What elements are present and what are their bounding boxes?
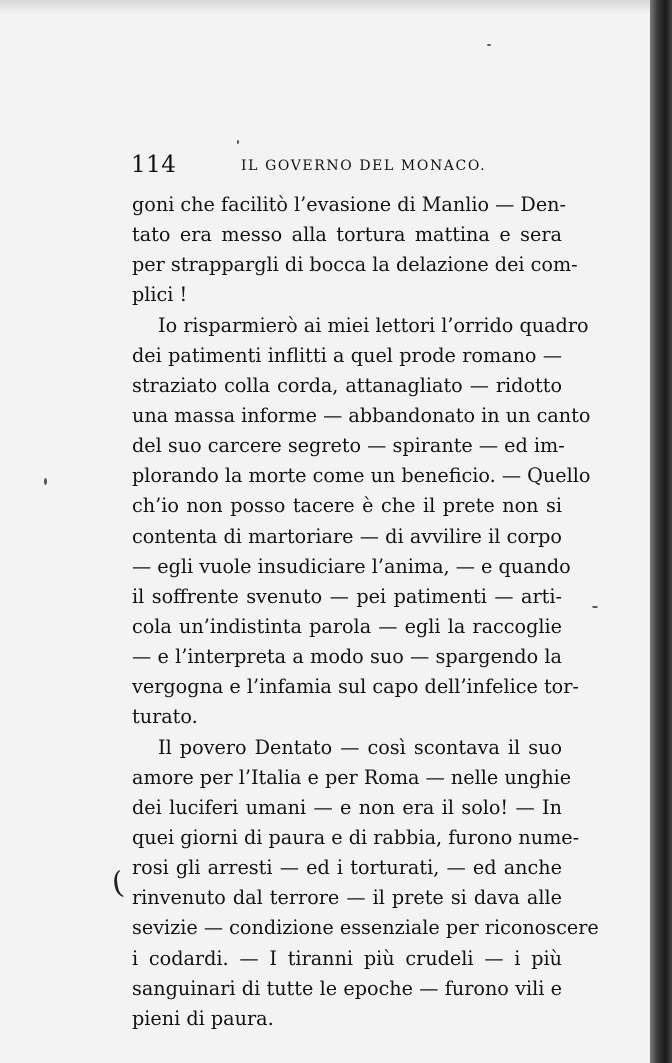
text-line: pieni di paura. — [132, 1006, 274, 1030]
text-line: sevizie — condizione essenziale per riconoscere — [132, 916, 599, 940]
text-line: goni che facilitò l’evasione di Manlio — Den- — [132, 193, 567, 216]
paper-speck — [592, 606, 598, 608]
text-line: Io risparmierò ai miei lettori l’orrido quadro — [158, 313, 589, 337]
text-line: ch’io non posso tacere è che il prete non si — [132, 494, 562, 518]
text-line: rinvenuto dal terrore — il prete si dava alle — [132, 886, 562, 910]
text-line: plici ! — [132, 283, 188, 307]
text-line: vergogna e l’infamia sul capo dell’infelice tor- — [132, 675, 579, 699]
text-line: — e l’interpreta a modo suo — spargendo la — [132, 645, 562, 669]
paper-speck — [44, 478, 47, 485]
text-line: tato era messo alla tortura mattina e sera — [132, 223, 562, 247]
text-line: plorando la morte come un beneficio. — Quello — [132, 464, 591, 488]
book-binding-shadow — [650, 0, 672, 1063]
page-number: 114 — [131, 152, 177, 178]
text-line: per strappargli di bocca la delazione dei com- — [132, 253, 578, 277]
text-line: — egli vuole insudiciare l’anima, — e quando — [132, 554, 571, 578]
text-line: una massa informe — abbandonato in un canto — [132, 403, 591, 427]
page-top-edge — [0, 0, 650, 14]
text-line: il soffrente svenuto — pei patimenti — arti- — [132, 584, 562, 608]
text-line: straziato colla corda, attanagliato — ridotto — [132, 373, 562, 397]
margin-pencil-mark: ( — [109, 865, 127, 902]
text-line: contenta di martoriare — di avvilire il corpo — [132, 524, 562, 548]
text-line: rosi gli arresti — ed i torturati, — ed anche — [132, 856, 562, 880]
paper-speck — [487, 44, 491, 46]
text-line: sanguinari di tutte le epoche — furono vili e — [132, 976, 562, 1000]
text-line: turato. — [132, 705, 198, 729]
text-line: dei patimenti inflitti a quel prode romano — — [132, 343, 562, 367]
text-line: quei giorni di paura e di rabbia, furono nume- — [132, 825, 580, 849]
running-head: IL GOVERNO DEL MONACO. — [241, 158, 487, 174]
text-line: del suo carcere segreto — spirante — ed im- — [132, 434, 565, 458]
page-header — [131, 152, 571, 182]
body-text — [132, 190, 599, 1034]
text-line: cola un’indistinta parola — egli la raccoglie — [132, 614, 562, 638]
text-line: Il povero Dentato — così scontava il suo — [158, 735, 562, 759]
text-line: i codardi. — I tiranni più crudeli — i più — [132, 946, 562, 970]
text-line: amore per l’Italia e per Roma — nelle unghie — [132, 765, 572, 789]
paper-speck — [237, 140, 239, 144]
text-line: dei luciferi umani — e non era il solo! — In — [132, 795, 562, 819]
